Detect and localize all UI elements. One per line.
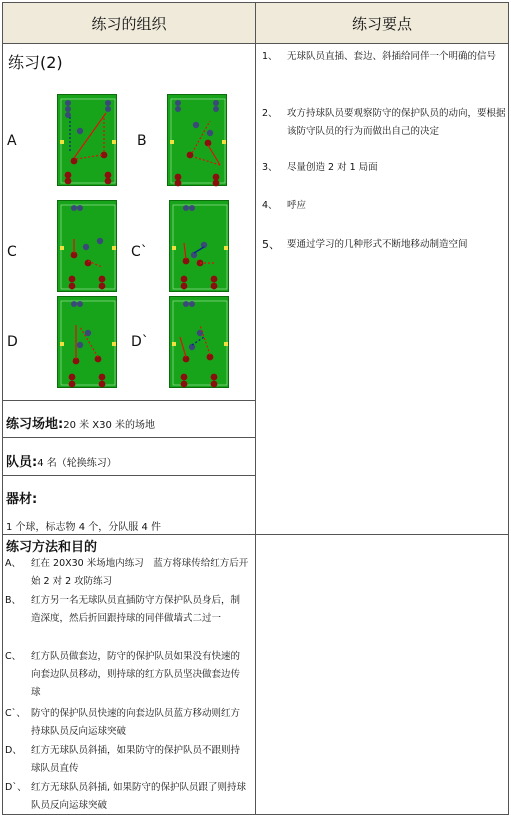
methods-title: 练习方法和目的 bbox=[6, 540, 98, 555]
players-line bbox=[6, 451, 117, 470]
venue-cell bbox=[2, 400, 256, 438]
diagram-label-c: C bbox=[7, 244, 17, 260]
header-right-text: 练习要点 bbox=[351, 14, 412, 33]
key-point-5-text: 要通过学习的几种形式不断地移动制造空间 bbox=[287, 239, 468, 250]
diagram-label-d: D bbox=[7, 334, 18, 350]
method-item-c-prime-text: 防守的保护队员快速的向套边队员蓝方移动则红方持球队员反向运球突破 bbox=[31, 708, 241, 737]
diagram-label-b: B bbox=[137, 133, 147, 149]
equipment-value: 1 个球，标志物 4 个，分队服 4 件 bbox=[6, 522, 161, 533]
key-point-3-text: 尽量创造 2 对 1 局面 bbox=[287, 162, 378, 173]
pitch-diagram-c-prime bbox=[169, 200, 229, 292]
method-item-c-key: C、 bbox=[5, 651, 22, 662]
key-point-5-number: 5、 bbox=[262, 238, 280, 251]
players-value: 4 名（轮换练习） bbox=[37, 458, 117, 469]
equipment-cell bbox=[2, 475, 256, 535]
players-label: 队员: bbox=[6, 455, 38, 470]
method-item-d-key: D、 bbox=[5, 745, 22, 756]
header-left-text: 练习的组织 bbox=[91, 14, 167, 33]
pitch-diagram-a bbox=[57, 94, 117, 186]
method-item-d-prime-text: 红方无球队员斜插, 如果防守的保护队员跟了则持球队员反向运球突破 bbox=[31, 782, 247, 811]
header-right bbox=[255, 2, 509, 44]
diagram-label-a: A bbox=[7, 133, 17, 149]
method-item-a-text: 红在 20X30 米场地内练习 蓝方将球传给红方后开始 2 对 2 攻防练习 bbox=[31, 558, 249, 587]
diagram-label-d-prime: D` bbox=[131, 334, 149, 350]
method-item-d-prime-key: D`、 bbox=[5, 782, 27, 793]
diagram-label-c-prime: C` bbox=[131, 244, 148, 260]
methods-title-line bbox=[6, 536, 97, 555]
key-point-2-number: 2、 bbox=[262, 108, 278, 119]
equipment-label-line bbox=[6, 488, 37, 507]
key-point-2-text: 攻方持球队员要观察防守的保护队员的动向，要根据该防守队员的行为而做出自己的决定 bbox=[287, 108, 506, 137]
venue-label: 练习场地: bbox=[6, 417, 64, 432]
method-item-a-key: A、 bbox=[5, 558, 21, 569]
key-point-1-text: 无球队员直插、套边、斜插给同伴一个明确的信号 bbox=[287, 51, 497, 62]
method-item-b-key: B、 bbox=[5, 595, 22, 606]
pitch-diagram-d-prime bbox=[169, 296, 229, 388]
key-point-4-text: 呼应 bbox=[287, 200, 307, 211]
method-item-c-text: 红方队员做套边，防守的保护队员如果没有快速的向套边队员移动，则持球的红方队员坚决做套边传球 bbox=[31, 651, 241, 698]
venue-value: 20 米 X30 米的场地 bbox=[63, 420, 156, 431]
pitch-diagram-d bbox=[57, 296, 117, 388]
exercise-table bbox=[2, 2, 509, 815]
header-left bbox=[2, 2, 256, 44]
methods-cell bbox=[2, 534, 256, 815]
players-cell bbox=[2, 437, 256, 476]
exercise-title: 练习(2) bbox=[8, 53, 63, 72]
key-point-1-number: 1、 bbox=[262, 51, 278, 62]
notes-empty-cell bbox=[255, 534, 509, 815]
key-points-cell bbox=[255, 43, 509, 535]
method-item-d-text: 红方无球队员斜插，如果防守的保护队员不跟则持球队员直传 bbox=[31, 745, 241, 774]
pitch-diagram-b bbox=[167, 94, 227, 186]
method-item-c-prime-key: C`、 bbox=[5, 708, 26, 719]
key-point-4-number: 4、 bbox=[262, 200, 278, 211]
diagrams-cell bbox=[2, 43, 256, 401]
venue-line bbox=[6, 413, 155, 432]
pitch-diagram-c bbox=[57, 200, 117, 292]
key-point-3-number: 3、 bbox=[262, 162, 278, 173]
method-item-b-text: 红方另一名无球队员直插防守方保护队员身后，制造深度，然后折回跟持球的同伴做墙式二过一 bbox=[31, 595, 241, 624]
equipment-label: 器材: bbox=[6, 492, 38, 507]
